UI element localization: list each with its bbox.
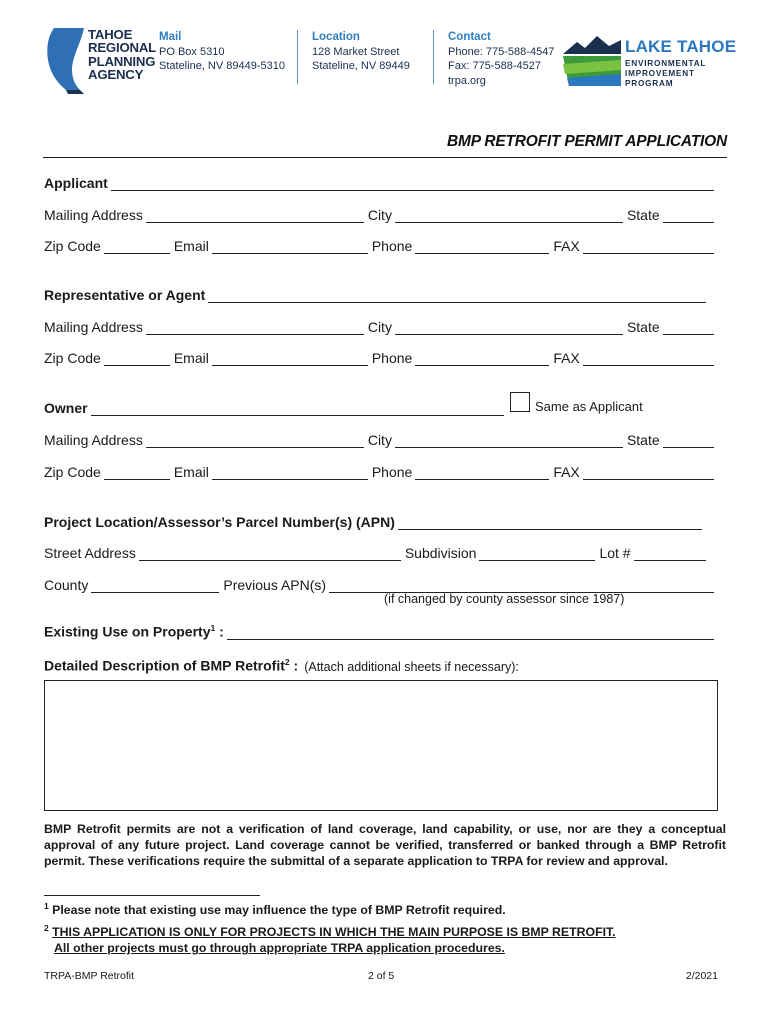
fax-label: FAX	[553, 464, 580, 480]
header-divider	[433, 30, 434, 84]
applicant-contact-row	[44, 236, 714, 254]
project-location-label: Project Location/Assessor’s Parcel Number(s) (APN)	[44, 514, 395, 530]
owner-address-row	[44, 430, 714, 448]
rep-fax-field[interactable]	[583, 352, 714, 366]
rep-mailing-field[interactable]	[146, 321, 364, 335]
state-label: State	[626, 319, 660, 335]
fax-label: FAX	[553, 238, 580, 254]
footnote-2: $^2$ THIS APPLICATION IS ONLY FOR PROJECTS IN WHICH THE MAIN PURPOSE IS BMP RETROFIT. All other projects must go through appropriate TRPA application procedures.	[44, 923, 616, 956]
lot-label: Lot #	[599, 545, 631, 561]
applicant-field[interactable]	[111, 177, 714, 191]
applicant-row	[44, 173, 714, 191]
street-address-field[interactable]	[139, 547, 401, 561]
owner-field[interactable]	[91, 402, 504, 416]
owner-phone-field[interactable]	[415, 466, 549, 480]
applicant-zip-field[interactable]	[104, 240, 170, 254]
existing-use-field[interactable]	[227, 626, 714, 640]
owner-fax-field[interactable]	[583, 466, 714, 480]
fax-label: FAX	[553, 350, 580, 366]
owner-state-field[interactable]	[663, 434, 714, 448]
street-address-label: Street Address	[44, 545, 136, 561]
apn-row	[44, 512, 714, 530]
mailing-address-label: Mailing Address	[44, 432, 143, 448]
eip-subtitle: ENVIRONMENTAL IMPROVEMENT PROGRAM	[625, 59, 707, 88]
email-label: Email	[173, 350, 209, 366]
previous-apn-field[interactable]	[329, 579, 714, 593]
applicant-mailing-field[interactable]	[146, 209, 364, 223]
owner-email-field[interactable]	[212, 466, 368, 480]
applicant-city-field[interactable]	[395, 209, 623, 223]
owner-label: Owner	[44, 400, 88, 416]
rep-email-field[interactable]	[212, 352, 368, 366]
street-row	[44, 543, 714, 561]
mailing-address-label: Mailing Address	[44, 319, 143, 335]
owner-city-field[interactable]	[395, 434, 623, 448]
description-hint: (Attach additional sheets if necessary):	[304, 660, 519, 674]
county-field[interactable]	[91, 579, 219, 593]
owner-mailing-field[interactable]	[146, 434, 364, 448]
email-label: Email	[173, 464, 209, 480]
mail-block: Mail PO Box 5310 Stateline, NV 89449-5310	[159, 31, 285, 72]
subdivision-label: Subdivision	[404, 545, 477, 561]
zip-label: Zip Code	[44, 464, 101, 480]
footer-page-number: 2 of 5	[368, 970, 395, 982]
footer-date: 2/2021	[685, 970, 718, 982]
description-label: Detailed Description of BMP Retrofit$^2$ :	[44, 657, 299, 674]
location-block: Location 128 Market Street Stateline, NV 89449	[312, 31, 410, 72]
applicant-label: Applicant	[44, 175, 108, 191]
representative-label: Representative or Agent	[44, 287, 206, 303]
previous-apn-label: Previous APN(s)	[223, 577, 327, 593]
existing-use-label: Existing Use on Property$^1$ :	[44, 623, 224, 640]
state-label: State	[626, 432, 660, 448]
lot-field[interactable]	[634, 547, 706, 561]
representative-contact-row	[44, 348, 714, 366]
email-label: Email	[173, 238, 209, 254]
owner-contact-row	[44, 462, 714, 480]
eip-title: LAKE TAHOE	[625, 37, 737, 56]
disclaimer-note: BMP Retrofit permits are not a verification of land coverage, land capability, or use, nor are they a conceptual approval of any future project. Land coverage cannot be verified, transferred or banked through a BMP Retrofit permit. These verifications require the submittal of a separate application to TRPA for review and approval.	[44, 822, 726, 868]
eip-mountain-logo-icon	[563, 34, 621, 86]
agency-name: TAHOE REGIONAL PLANNING AGENCY	[88, 27, 157, 83]
owner-row	[44, 398, 504, 416]
description-row	[44, 656, 714, 674]
subdivision-field[interactable]	[479, 547, 595, 561]
rep-zip-field[interactable]	[104, 352, 170, 366]
title-divider	[43, 157, 727, 158]
city-label: City	[367, 432, 392, 448]
zip-label: Zip Code	[44, 238, 101, 254]
phone-label: Phone	[371, 350, 413, 366]
apn-hint: (if changed by county assessor since 1987)	[384, 592, 625, 606]
city-label: City	[367, 319, 392, 335]
rep-state-field[interactable]	[663, 321, 714, 335]
page-title: BMP RETROFIT PERMIT APPLICATION	[447, 133, 727, 150]
applicant-fax-field[interactable]	[583, 240, 714, 254]
applicant-state-field[interactable]	[663, 209, 714, 223]
city-label: City	[367, 207, 392, 223]
rep-city-field[interactable]	[395, 321, 623, 335]
representative-row	[44, 285, 714, 303]
phone-label: Phone	[371, 464, 413, 480]
state-label: State	[626, 207, 660, 223]
representative-address-row	[44, 317, 714, 335]
owner-zip-field[interactable]	[104, 466, 170, 480]
applicant-address-row	[44, 205, 714, 223]
footer-form-id: TRPA-BMP Retrofit	[44, 970, 135, 982]
same-as-applicant-checkbox[interactable]	[510, 392, 530, 412]
phone-label: Phone	[371, 238, 413, 254]
county-label: County	[44, 577, 89, 593]
applicant-email-field[interactable]	[212, 240, 368, 254]
contact-block: Contact Phone: 775-588-4547 Fax: 775-588-4527 trpa.org	[448, 31, 555, 87]
zip-label: Zip Code	[44, 350, 101, 366]
applicant-phone-field[interactable]	[415, 240, 549, 254]
apn-field[interactable]	[398, 516, 702, 530]
header-divider	[297, 30, 298, 84]
footnote-divider	[44, 895, 260, 896]
rep-phone-field[interactable]	[415, 352, 549, 366]
existing-use-row	[44, 622, 714, 640]
county-row	[44, 575, 714, 593]
description-textarea[interactable]	[44, 680, 718, 811]
mailing-address-label: Mailing Address	[44, 207, 143, 223]
footnote-1: $^1$ Please note that existing use may influence the type of BMP Retrofit required.	[44, 901, 506, 918]
same-as-applicant-label: Same as Applicant	[535, 399, 643, 414]
representative-field[interactable]	[208, 289, 706, 303]
